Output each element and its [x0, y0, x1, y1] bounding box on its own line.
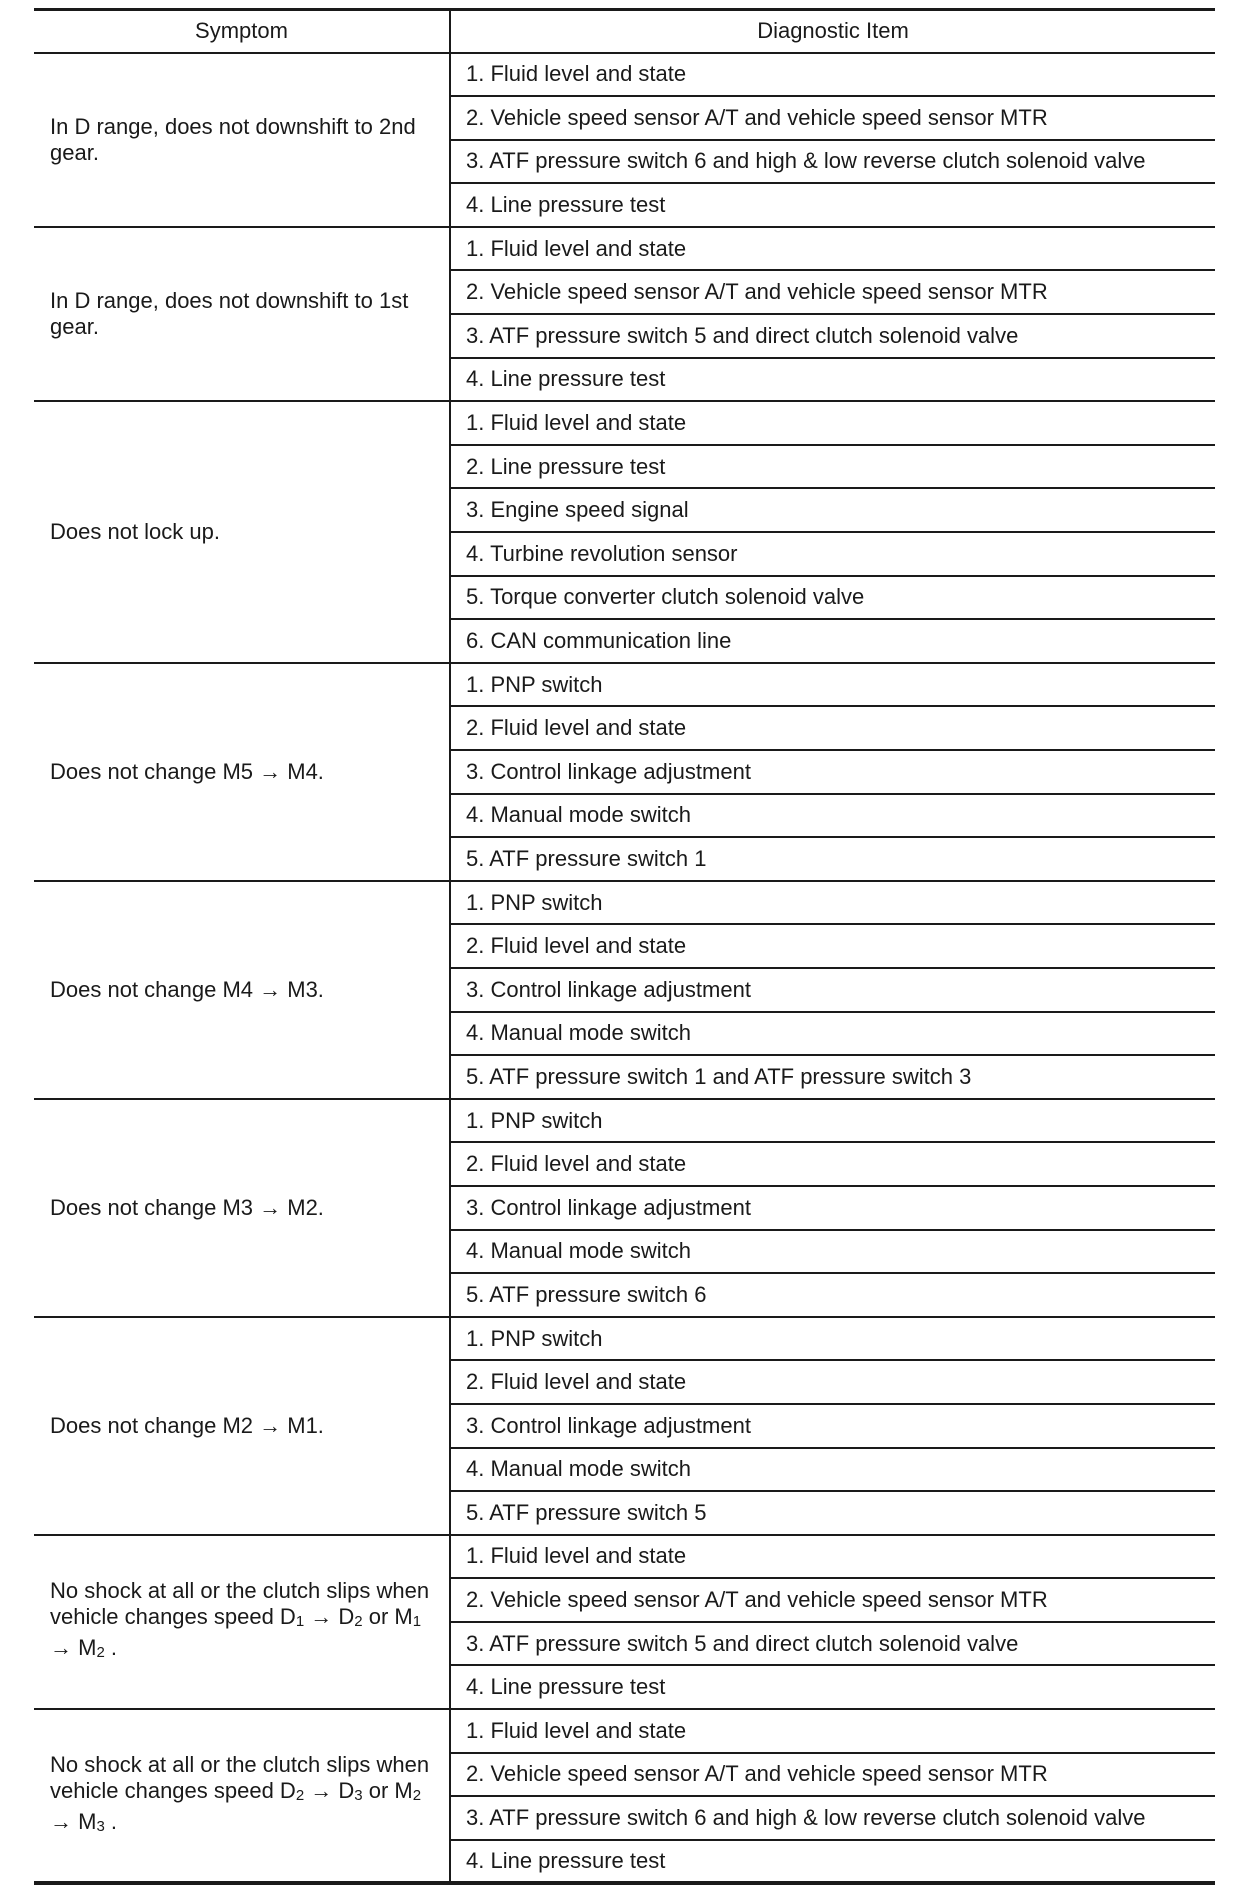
diagnostic-item-cell: 3. ATF pressure switch 5 and direct clutch solenoid valve — [450, 1622, 1215, 1666]
diagnostic-item-cell: 2. Fluid level and state — [450, 706, 1215, 750]
table-row — [34, 401, 1215, 445]
symptom-cell: Does not change M3 → M2. — [34, 1099, 450, 1317]
table-row — [34, 53, 1215, 97]
diagnostic-item-cell: 3. Engine speed signal — [450, 488, 1215, 532]
diagnostic-item-cell: 4. Line pressure test — [450, 1840, 1215, 1884]
diagnostic-item-cell: 6. CAN communication line — [450, 619, 1215, 663]
diagnostic-item-cell: 3. Control linkage adjustment — [450, 1186, 1215, 1230]
diagnostic-item-cell: 4. Line pressure test — [450, 1665, 1215, 1709]
diagnostic-item-cell: 2. Fluid level and state — [450, 924, 1215, 968]
diagnostic-item-cell: 1. Fluid level and state — [450, 53, 1215, 97]
diagnostic-item-cell: 1. Fluid level and state — [450, 401, 1215, 445]
table-row — [34, 227, 1215, 271]
table-row — [34, 1317, 1215, 1361]
diagnostic-item-cell: 2. Line pressure test — [450, 445, 1215, 489]
table-row — [34, 1709, 1215, 1753]
diagnostic-item-cell: 5. ATF pressure switch 6 — [450, 1273, 1215, 1317]
diagnostic-item-cell: 4. Turbine revolution sensor — [450, 532, 1215, 576]
diagnostic-item-cell: 4. Line pressure test — [450, 358, 1215, 402]
table-row — [34, 881, 1215, 925]
diagnostic-item-cell: 5. ATF pressure switch 5 — [450, 1491, 1215, 1535]
diagnostic-item-cell: 3. Control linkage adjustment — [450, 750, 1215, 794]
diagnostic-table — [34, 8, 1215, 1885]
diagnostic-item-cell: 3. ATF pressure switch 5 and direct clutch solenoid valve — [450, 314, 1215, 358]
diagnostic-item-cell: 1. Fluid level and state — [450, 1709, 1215, 1753]
diagnostic-item-cell: 4. Manual mode switch — [450, 1012, 1215, 1056]
table-row — [34, 663, 1215, 707]
table-body — [34, 53, 1215, 1884]
diagnostic-item-cell: 2. Vehicle speed sensor A/T and vehicle speed sensor MTR — [450, 96, 1215, 140]
diagnostic-item-cell: 2. Vehicle speed sensor A/T and vehicle speed sensor MTR — [450, 1753, 1215, 1797]
table-row — [34, 1099, 1215, 1143]
diagnostic-item-cell: 2. Vehicle speed sensor A/T and vehicle speed sensor MTR — [450, 270, 1215, 314]
diagnostic-item-cell: 5. Torque converter clutch solenoid valve — [450, 576, 1215, 620]
diagnostic-item-cell: 2. Fluid level and state — [450, 1360, 1215, 1404]
diagnostic-item-column-header: Diagnostic Item — [450, 10, 1215, 53]
diagnostic-item-cell: 4. Manual mode switch — [450, 1230, 1215, 1274]
diagnostic-item-cell: 3. Control linkage adjustment — [450, 1404, 1215, 1448]
diagnostic-item-cell: 3. ATF pressure switch 6 and high & low reverse clutch solenoid valve — [450, 1796, 1215, 1840]
symptom-cell: No shock at all or the clutch slips when vehicle changes speed D2 → D3 or M2 → M3 . — [34, 1709, 450, 1883]
symptom-cell: No shock at all or the clutch slips when vehicle changes speed D1 → D2 or M1 → M2 . — [34, 1535, 450, 1709]
table-row — [34, 1535, 1215, 1579]
symptom-cell: Does not change M5 → M4. — [34, 663, 450, 881]
symptom-cell: In D range, does not downshift to 2nd gear. — [34, 53, 450, 227]
diagnostic-item-cell: 4. Manual mode switch — [450, 1448, 1215, 1492]
diagnostic-item-cell: 3. Control linkage adjustment — [450, 968, 1215, 1012]
diagnostic-item-cell: 4. Line pressure test — [450, 183, 1215, 227]
diagnostic-item-cell: 1. PNP switch — [450, 1317, 1215, 1361]
diagnostic-item-cell: 3. ATF pressure switch 6 and high & low reverse clutch solenoid valve — [450, 140, 1215, 184]
symptom-cell: In D range, does not downshift to 1st gear. — [34, 227, 450, 401]
symptom-cell: Does not change M2 → M1. — [34, 1317, 450, 1535]
diagnostic-item-cell: 2. Vehicle speed sensor A/T and vehicle speed sensor MTR — [450, 1578, 1215, 1622]
diagnostic-item-cell: 1. PNP switch — [450, 881, 1215, 925]
diagnostic-item-cell: 1. PNP switch — [450, 663, 1215, 707]
diagnostic-item-cell: 2. Fluid level and state — [450, 1142, 1215, 1186]
symptom-cell: Does not change M4 → M3. — [34, 881, 450, 1099]
diagnostic-item-cell: 4. Manual mode switch — [450, 794, 1215, 838]
diagnostic-item-cell: 1. PNP switch — [450, 1099, 1215, 1143]
diagnostic-item-cell: 5. ATF pressure switch 1 — [450, 837, 1215, 881]
diagnostic-item-cell: 1. Fluid level and state — [450, 1535, 1215, 1579]
symptom-column-header: Symptom — [34, 10, 450, 53]
symptom-cell: Does not lock up. — [34, 401, 450, 663]
diagnostic-item-cell: 1. Fluid level and state — [450, 227, 1215, 271]
table-header-row — [34, 10, 1215, 53]
diagnostic-item-cell: 5. ATF pressure switch 1 and ATF pressure switch 3 — [450, 1055, 1215, 1099]
